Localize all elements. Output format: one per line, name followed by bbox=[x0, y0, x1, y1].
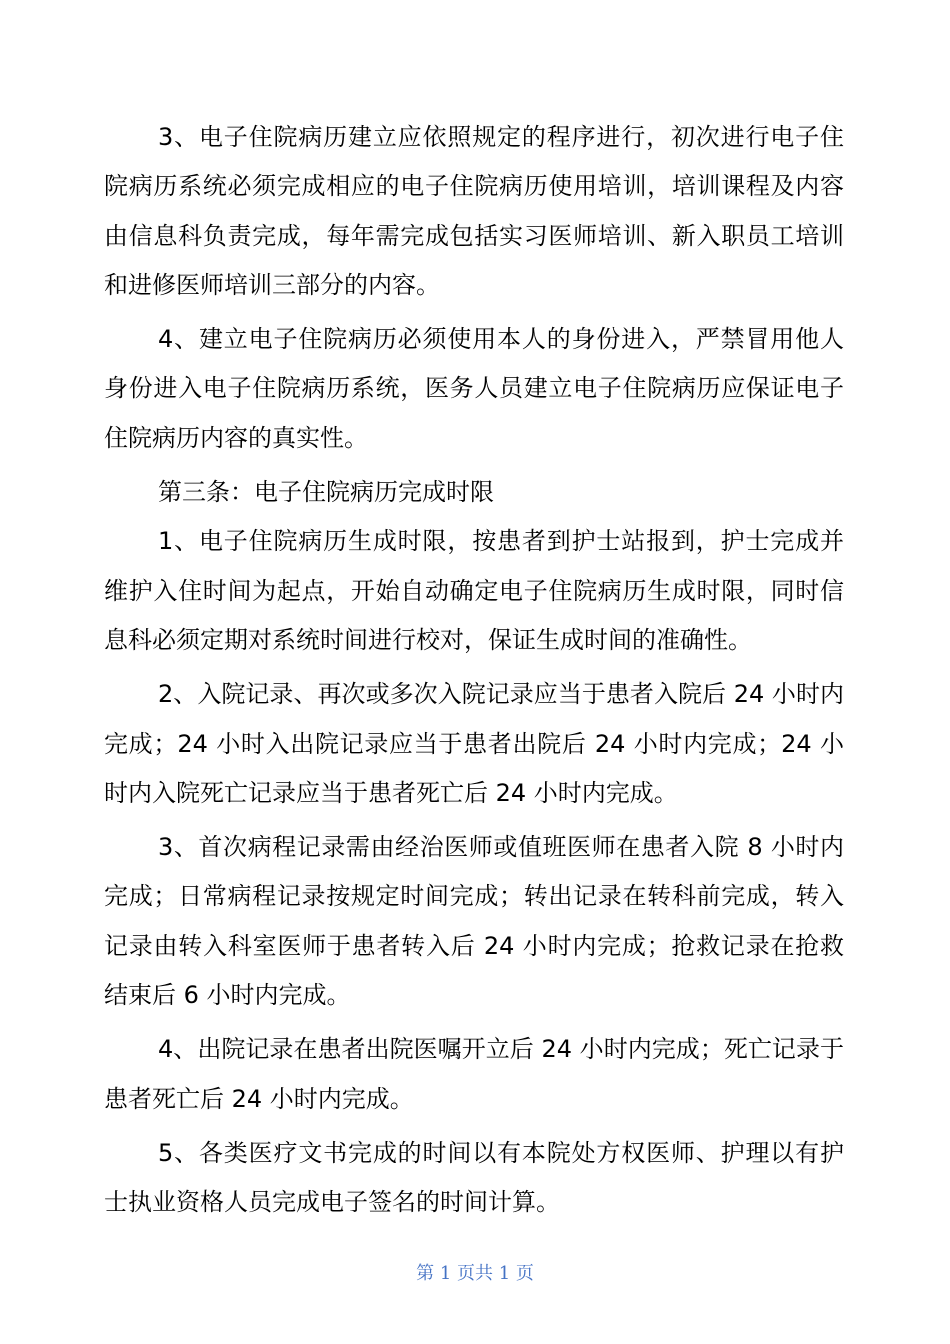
section-heading-article-3: 第三条：电子住院病历完成时限 bbox=[158, 478, 494, 507]
paragraph-item-3: 3、首次病程记录需由经治医师或值班医师在患者入院 8 小时内完成；日常病程记录按规定时间完成；转出记录在转科前完成，转入记录由转入科室医师于患者转入后 24 小时内完成；抢救记录在抢救结束后 6 小时内完成。 bbox=[104, 833, 844, 1010]
paragraph-item-2: 2、入院记录、再次或多次入院记录应当于患者入院后 24 小时内完成；24 小时入出院记录应当于患者出院后 24 小时内完成；24 小时内入院死亡记录应当于患者死亡后 24 小时内完成。 bbox=[104, 680, 844, 807]
page-footer: 第 1 页共 1 页 bbox=[416, 1263, 534, 1284]
document-body bbox=[104, 113, 844, 1233]
paragraph-item-1: 1、电子住院病历生成时限，按患者到护士站报到，护士完成并维护入住时间为起点，开始自动确定电子住院病历生成时限，同时信息科必须定期对系统时间进行校对，保证生成时间的准确性。 bbox=[104, 527, 844, 654]
paragraph-item-5: 5、各类医疗文书完成的时间以有本院处方权医师、护理以有护士执业资格人员完成电子签名的时间计算。 bbox=[104, 1138, 844, 1217]
paragraph-clause-4: 4、建立电子住院病历必须使用本人的身份进入，严禁冒用他人身份进入电子住院病历系统，医务人员建立电子住院病历应保证电子住院病历内容的真实性。 bbox=[104, 325, 844, 452]
paragraph-clause-3: 3、电子住院病历建立应依照规定的程序进行，初次进行电子住院病历系统必须完成相应的电子住院病历使用培训，培训课程及内容由信息科负责完成，每年需完成包括实习医师培训、新入职员工培训和进修医师培训三部分的内容。 bbox=[104, 123, 844, 299]
paragraph-item-4: 4、出院记录在患者出院医嘱开立后 24 小时内完成；死亡记录于患者死亡后 24 小时内完成。 bbox=[104, 1035, 844, 1113]
